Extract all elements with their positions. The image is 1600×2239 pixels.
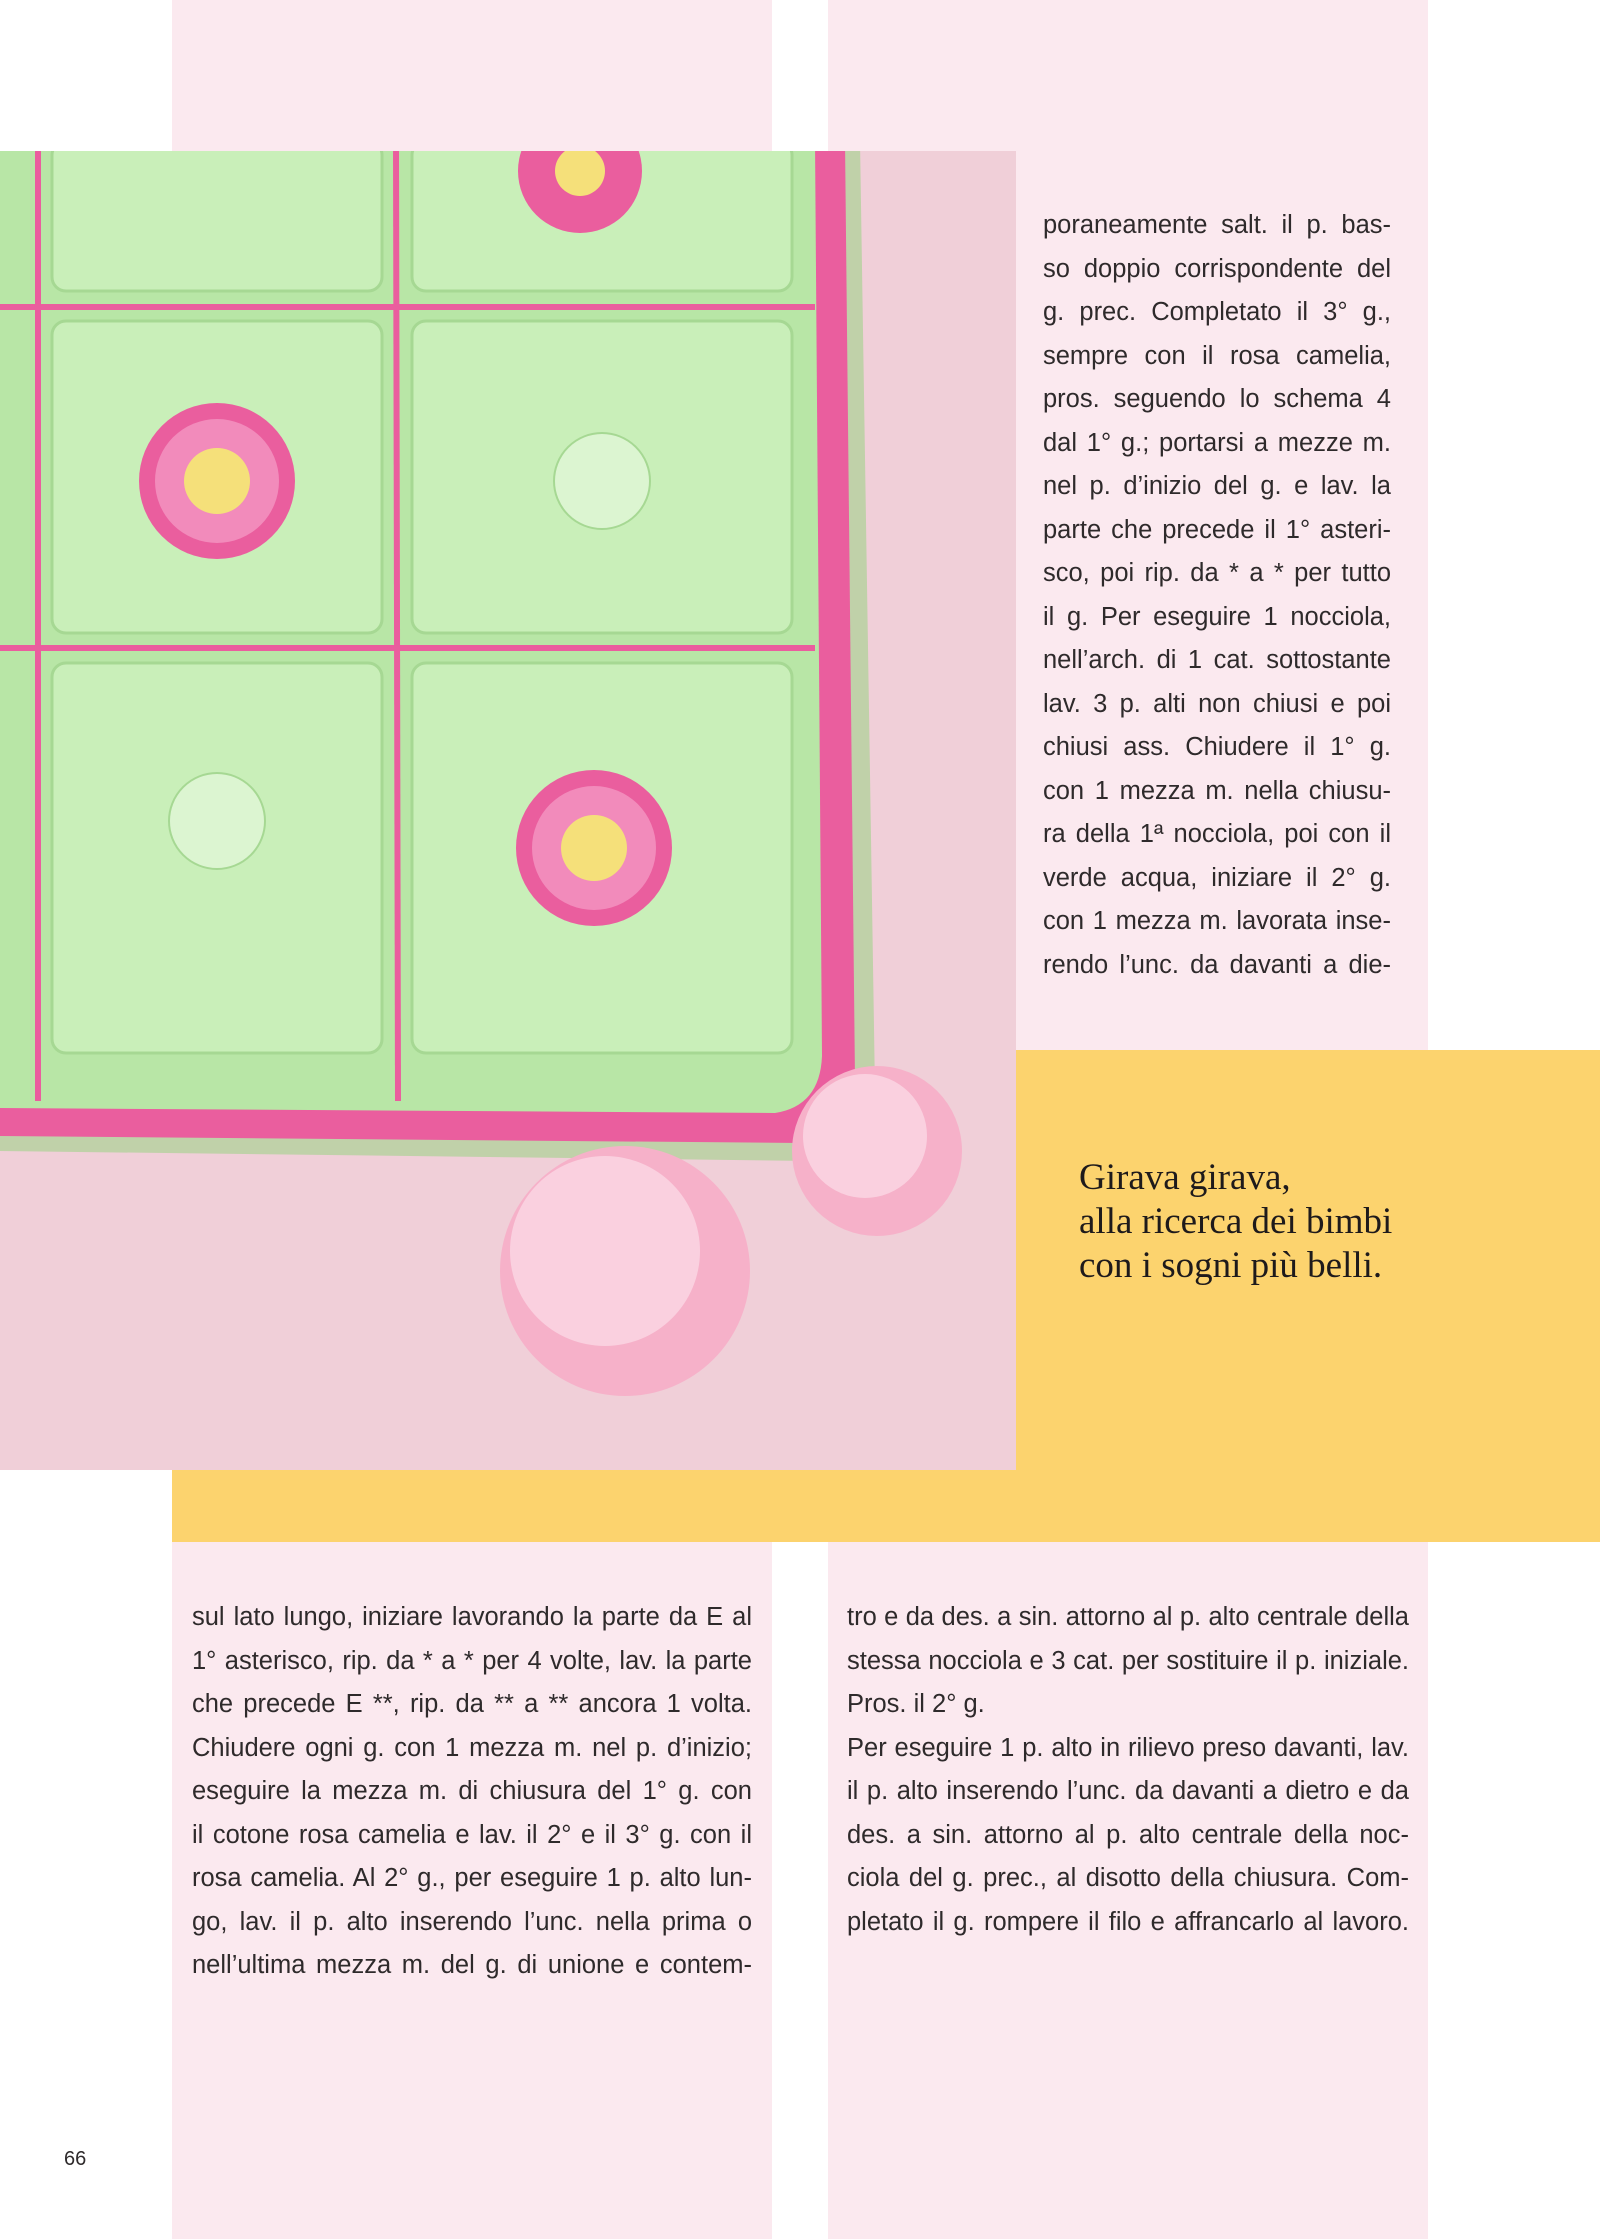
text-line: con 1 mezza m. nella chiusu- xyxy=(1043,776,1391,805)
text-line: so doppio corrispondente del xyxy=(1043,254,1391,283)
flower-bottom xyxy=(516,770,672,926)
pull-quote xyxy=(1079,1156,1559,1288)
text-line: che precede E **, rip. da ** a ** ancora 1 volta. xyxy=(192,1690,752,1718)
text-line: nel p. d’inizio del g. e lav. la xyxy=(1043,472,1391,500)
text-line: il p. alto inserendo l’unc. da davanti a dietro e da xyxy=(847,1777,1409,1805)
text-line: nell’ultima mezza m. del g. di unione e contem- xyxy=(192,1951,752,1979)
quote-line: alla ricerca dei bimbi xyxy=(1079,1201,1393,1242)
text-line: go, lav. il p. alto inserendo l’unc. nella prima o xyxy=(192,1907,752,1936)
text-line: ra della 1ª nocciola, poi con il xyxy=(1043,820,1391,848)
text-line: nell’arch. di 1 cat. sottostante xyxy=(1043,646,1391,674)
text-line: rosa camelia. Al 2° g., per eseguire 1 p. alto lun- xyxy=(192,1864,752,1892)
text-line: poraneamente salt. il p. bas- xyxy=(1043,211,1391,239)
text-line: eseguire la mezza m. di chiusura del 1° g. con xyxy=(192,1777,752,1805)
text-line: Pros. il 2° g. xyxy=(847,1690,985,1718)
text-line: Per eseguire 1 p. alto in rilievo preso davanti, lav. xyxy=(847,1733,1409,1762)
page-number: 66 xyxy=(64,2148,87,2170)
text-line: sul lato lungo, iniziare lavorando la parte da E al xyxy=(192,1603,752,1631)
text-line: chiusi ass. Chiudere il 1° g. xyxy=(1043,733,1391,761)
quote-line: con i sogni più belli. xyxy=(1079,1245,1383,1286)
text-line: con 1 mezza m. lavorata inse- xyxy=(1043,907,1391,935)
body-text-lower-right xyxy=(847,1596,1409,1944)
text-line: verde acqua, iniziare il 2° g. xyxy=(1043,863,1391,892)
text-line: rendo l’unc. da davanti a die- xyxy=(1043,950,1391,979)
text-line: lav. 3 p. alti non chiusi e poi xyxy=(1043,689,1391,718)
flower-middle xyxy=(139,403,295,559)
pompom-large xyxy=(500,1146,750,1396)
text-line: pletato il g. rompere il filo e affrancarlo al lavoro. xyxy=(847,1907,1409,1936)
text-line: tro e da des. a sin. attorno al p. alto centrale della xyxy=(847,1603,1409,1631)
text-line: Chiudere ogni g. con 1 mezza m. nel p. d’inizio; xyxy=(192,1733,752,1762)
crochet-blanket-photo xyxy=(0,151,1016,1470)
text-line: parte che precede il 1° asteri- xyxy=(1043,515,1391,544)
text-line: il cotone rosa camelia e lav. il 2° e il 3° g. con il xyxy=(192,1820,752,1849)
text-line: 1° asterisco, rip. da * a * per 4 volte, lav. la parte xyxy=(192,1646,752,1675)
text-line: ciola del g. prec., al disotto della chiusura. Com- xyxy=(847,1864,1409,1892)
text-line: sco, poi rip. da * a * per tutto xyxy=(1043,559,1391,587)
text-line: g. prec. Completato il 3° g., xyxy=(1043,298,1391,326)
text-line: des. a sin. attorno al p. alto centrale della noc- xyxy=(847,1820,1409,1849)
text-line: stessa nocciola e 3 cat. per sostituire il p. iniziale. xyxy=(847,1646,1409,1675)
text-line: pros. seguendo lo schema 4 xyxy=(1043,385,1391,413)
body-text-upper-right xyxy=(1043,204,1391,987)
pompom-small xyxy=(792,1066,962,1236)
photo-image xyxy=(0,151,1016,1470)
body-text-lower-left xyxy=(192,1596,752,1988)
text-line: sempre con il rosa camelia, xyxy=(1043,341,1391,370)
text-line: dal 1° g.; portarsi a mezze m. xyxy=(1043,428,1391,457)
quote-line: Girava girava, xyxy=(1079,1157,1291,1198)
text-line: il g. Per eseguire 1 nocciola, xyxy=(1043,602,1391,631)
